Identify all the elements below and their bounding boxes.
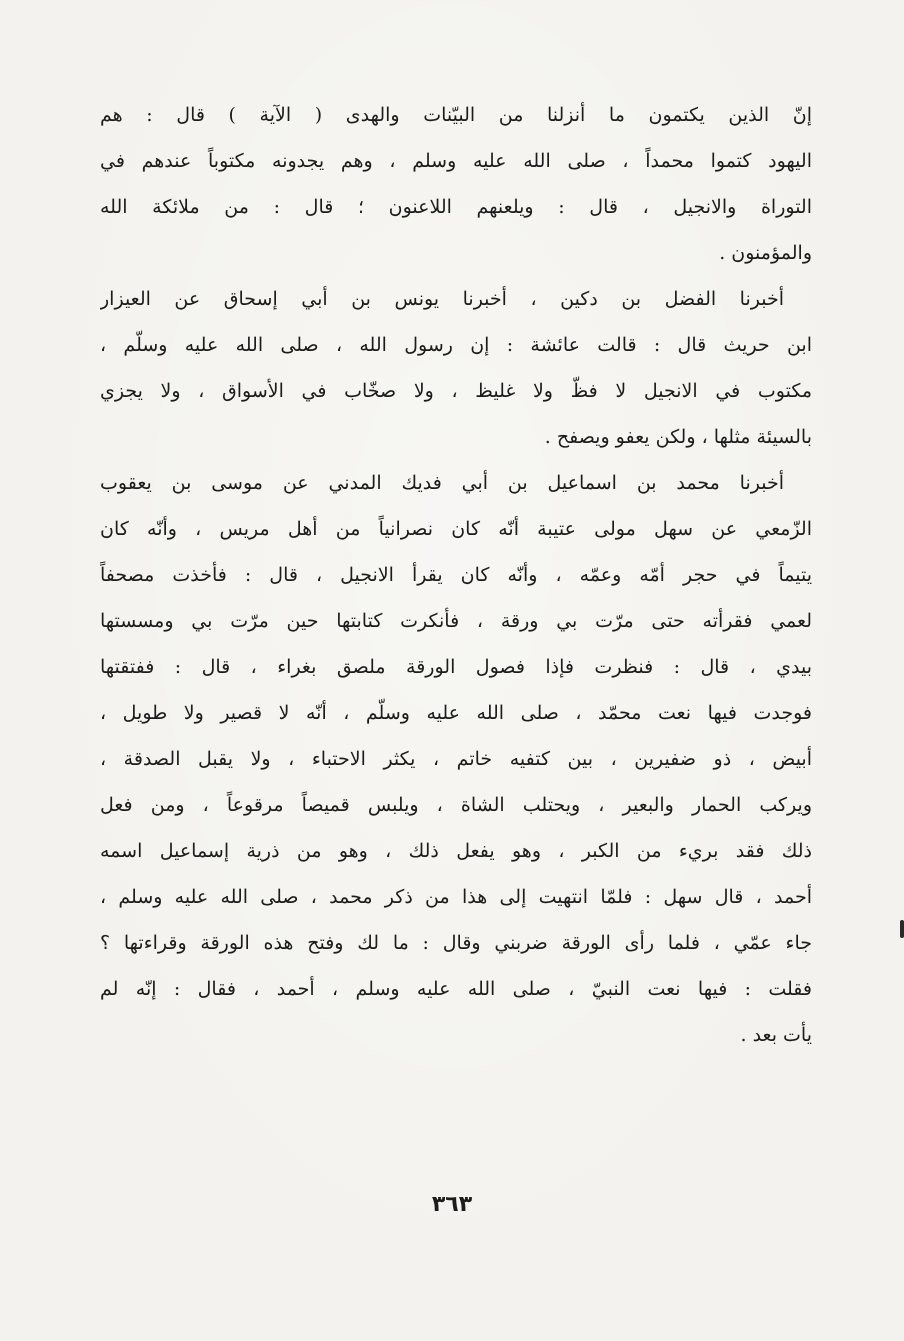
text-line: جاء عمّي ، فلما رأى الورقة ضربني وقال : ما لك وفتح هذه الورقة وقراءتها ؟ — [100, 932, 812, 954]
paragraph-2 — [100, 276, 812, 460]
paragraph-3 — [100, 460, 812, 1058]
body-text — [100, 92, 812, 1058]
text-line: الزّمعي عن سهل مولى عتيبة أنّه كان نصرانياً من أهل مريس ، وأنّه كان — [100, 518, 812, 540]
text-line: اليهود كتموا محمداً ، صلى الله عليه وسلم ، وهم يجدونه مكتوباً عندهم في — [100, 150, 812, 172]
text-line: ذلك فقد بريء من الكبر ، وهو يفعل ذلك ، وهو من ذرية إسماعيل اسمه — [100, 840, 812, 862]
text-line: بالسيئة مثلها ، ولكن يعفو ويصفح . — [544, 426, 812, 448]
text-line: ويركب الحمار والبعير ، ويحتلب الشاة ، ويلبس قميصاً مرقوعاً ، ومن فعل — [100, 794, 812, 816]
text-line: فقلت : فيها نعت النبيّ ، صلى الله عليه وسلم ، أحمد ، فقال : إنّه لم — [100, 978, 812, 1000]
text-line: والمؤمنون . — [719, 242, 812, 264]
text-line: بيدي ، قال : فنظرت فإذا فصول الورقة ملصق بغراء ، قال : ففتقتها — [100, 656, 812, 678]
text-line: فوجدت فيها نعت محمّد ، صلى الله عليه وسلّم ، أنّه لا قصير ولا طويل ، — [100, 702, 812, 724]
paragraph-1 — [100, 92, 812, 276]
text-line: أبيض ، ذو ضفيرين ، بين كتفيه خاتم ، يكثر الاحتباء ، ولا يقبل الصدقة ، — [100, 748, 812, 770]
text-line: أخبرنا محمد بن اسماعيل بن أبي فديك المدني عن موسى بن يعقوب — [100, 472, 784, 494]
text-line: مكتوب في الانجيل لا فظّ ولا غليظ ، ولا صخّاب في الأسواق ، ولا يجزي — [100, 380, 812, 402]
text-line: ابن حريث قال : قالت عائشة : إن رسول الله ، صلى الله عليه وسلّم ، — [100, 334, 812, 356]
text-line: التوراة والانجيل ، قال : ويلعنهم اللاعنون ؛ قال : من ملائكة الله — [100, 196, 812, 218]
text-line: إنّ الذين يكتمون ما أنزلنا من البيّنات والهدى ( الآية ) قال : هم — [100, 104, 812, 126]
text-line: لعمي فقرأته حتى مرّت بي ورقة ، فأنكرت كتابتها حين مرّت بي ومسستها — [100, 610, 812, 632]
text-line: أخبرنا الفضل بن دكين ، أخبرنا يونس بن أبي إسحاق عن العيزار — [100, 288, 784, 310]
page-number: ٣٦٣ — [431, 1192, 473, 1217]
margin-mark — [900, 920, 904, 938]
text-line: أحمد ، قال سهل : فلمّا انتهيت إلى هذا من ذكر محمد ، صلى الله عليه وسلم ، — [100, 886, 812, 908]
text-line: يأت بعد . — [740, 1024, 812, 1046]
text-line: يتيماً في حجر أمّه وعمّه ، وأنّه كان يقرأ الانجيل ، قال : فأخذت مصحفاً — [100, 564, 812, 586]
